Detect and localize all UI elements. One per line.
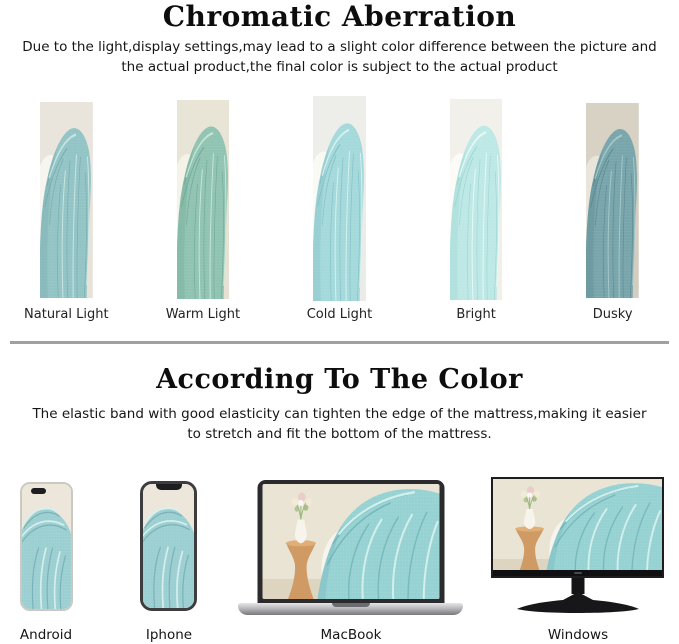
lighting-labels-row [0,307,679,322]
color-section-title: According To The Color [156,364,523,395]
color-subtitle-line2: to stretch and fit the bottom of the mattress. [187,425,492,442]
chromatic-subtitle-line2: the actual product,the final color is subject to the actual product [121,58,558,75]
macbook-screen-photo [262,484,439,599]
light-panel-cold [313,96,366,301]
color-subtitle-line1: The elastic band with good elasticity can tighten the edge of the mattress,making it easier [32,406,647,422]
monitor-bottom-bezel [493,570,662,576]
device-label-iphone: Iphone [145,627,193,643]
android-camera-cutout [31,488,46,494]
blanket-photo-natural [40,102,93,298]
macbook-mockup [238,480,463,615]
macbook-base [238,603,463,615]
chromatic-subtitle-line1: Due to the light,display settings,may lead to a slight color difference between the picture and [22,39,657,55]
chromatic-title: Chromatic Aberration [162,0,517,33]
blanket-photo-bright [450,99,503,300]
macbook-screen [257,480,444,604]
light-label-warm: Warm Light [165,307,241,322]
section-divider [10,341,669,344]
blanket-photo-dusky [586,103,639,298]
device-label-android: Android [19,627,73,643]
light-label-dusky: Dusky [592,307,633,322]
lighting-comparison-strip [0,100,679,298]
monitor-stand-base [503,592,653,613]
monitor-screen [491,477,664,578]
chromatic-subtitle [0,38,679,77]
light-panel-bright [450,99,503,300]
blanket-photo-warm [177,100,230,299]
android-phone-mockup [20,482,73,611]
iphone-screen-photo [143,484,194,608]
iphone-notch [156,483,182,490]
android-screen-photo [22,484,71,609]
blanket-photo-cold [313,96,366,301]
device-label-windows: Windows [547,627,609,643]
device-label-macbook: MacBook [320,627,382,643]
monitor-screen-photo [493,479,662,570]
light-panel-natural [40,102,93,298]
color-section-subtitle [0,405,679,444]
light-panel-warm [177,100,230,299]
light-panel-dusky [586,103,639,298]
light-label-bright: Bright [456,307,496,322]
windows-monitor-mockup [491,477,664,615]
iphone-mockup [140,481,197,611]
light-label-cold: Cold Light [306,307,373,322]
light-label-natural: Natural Light [24,307,109,322]
